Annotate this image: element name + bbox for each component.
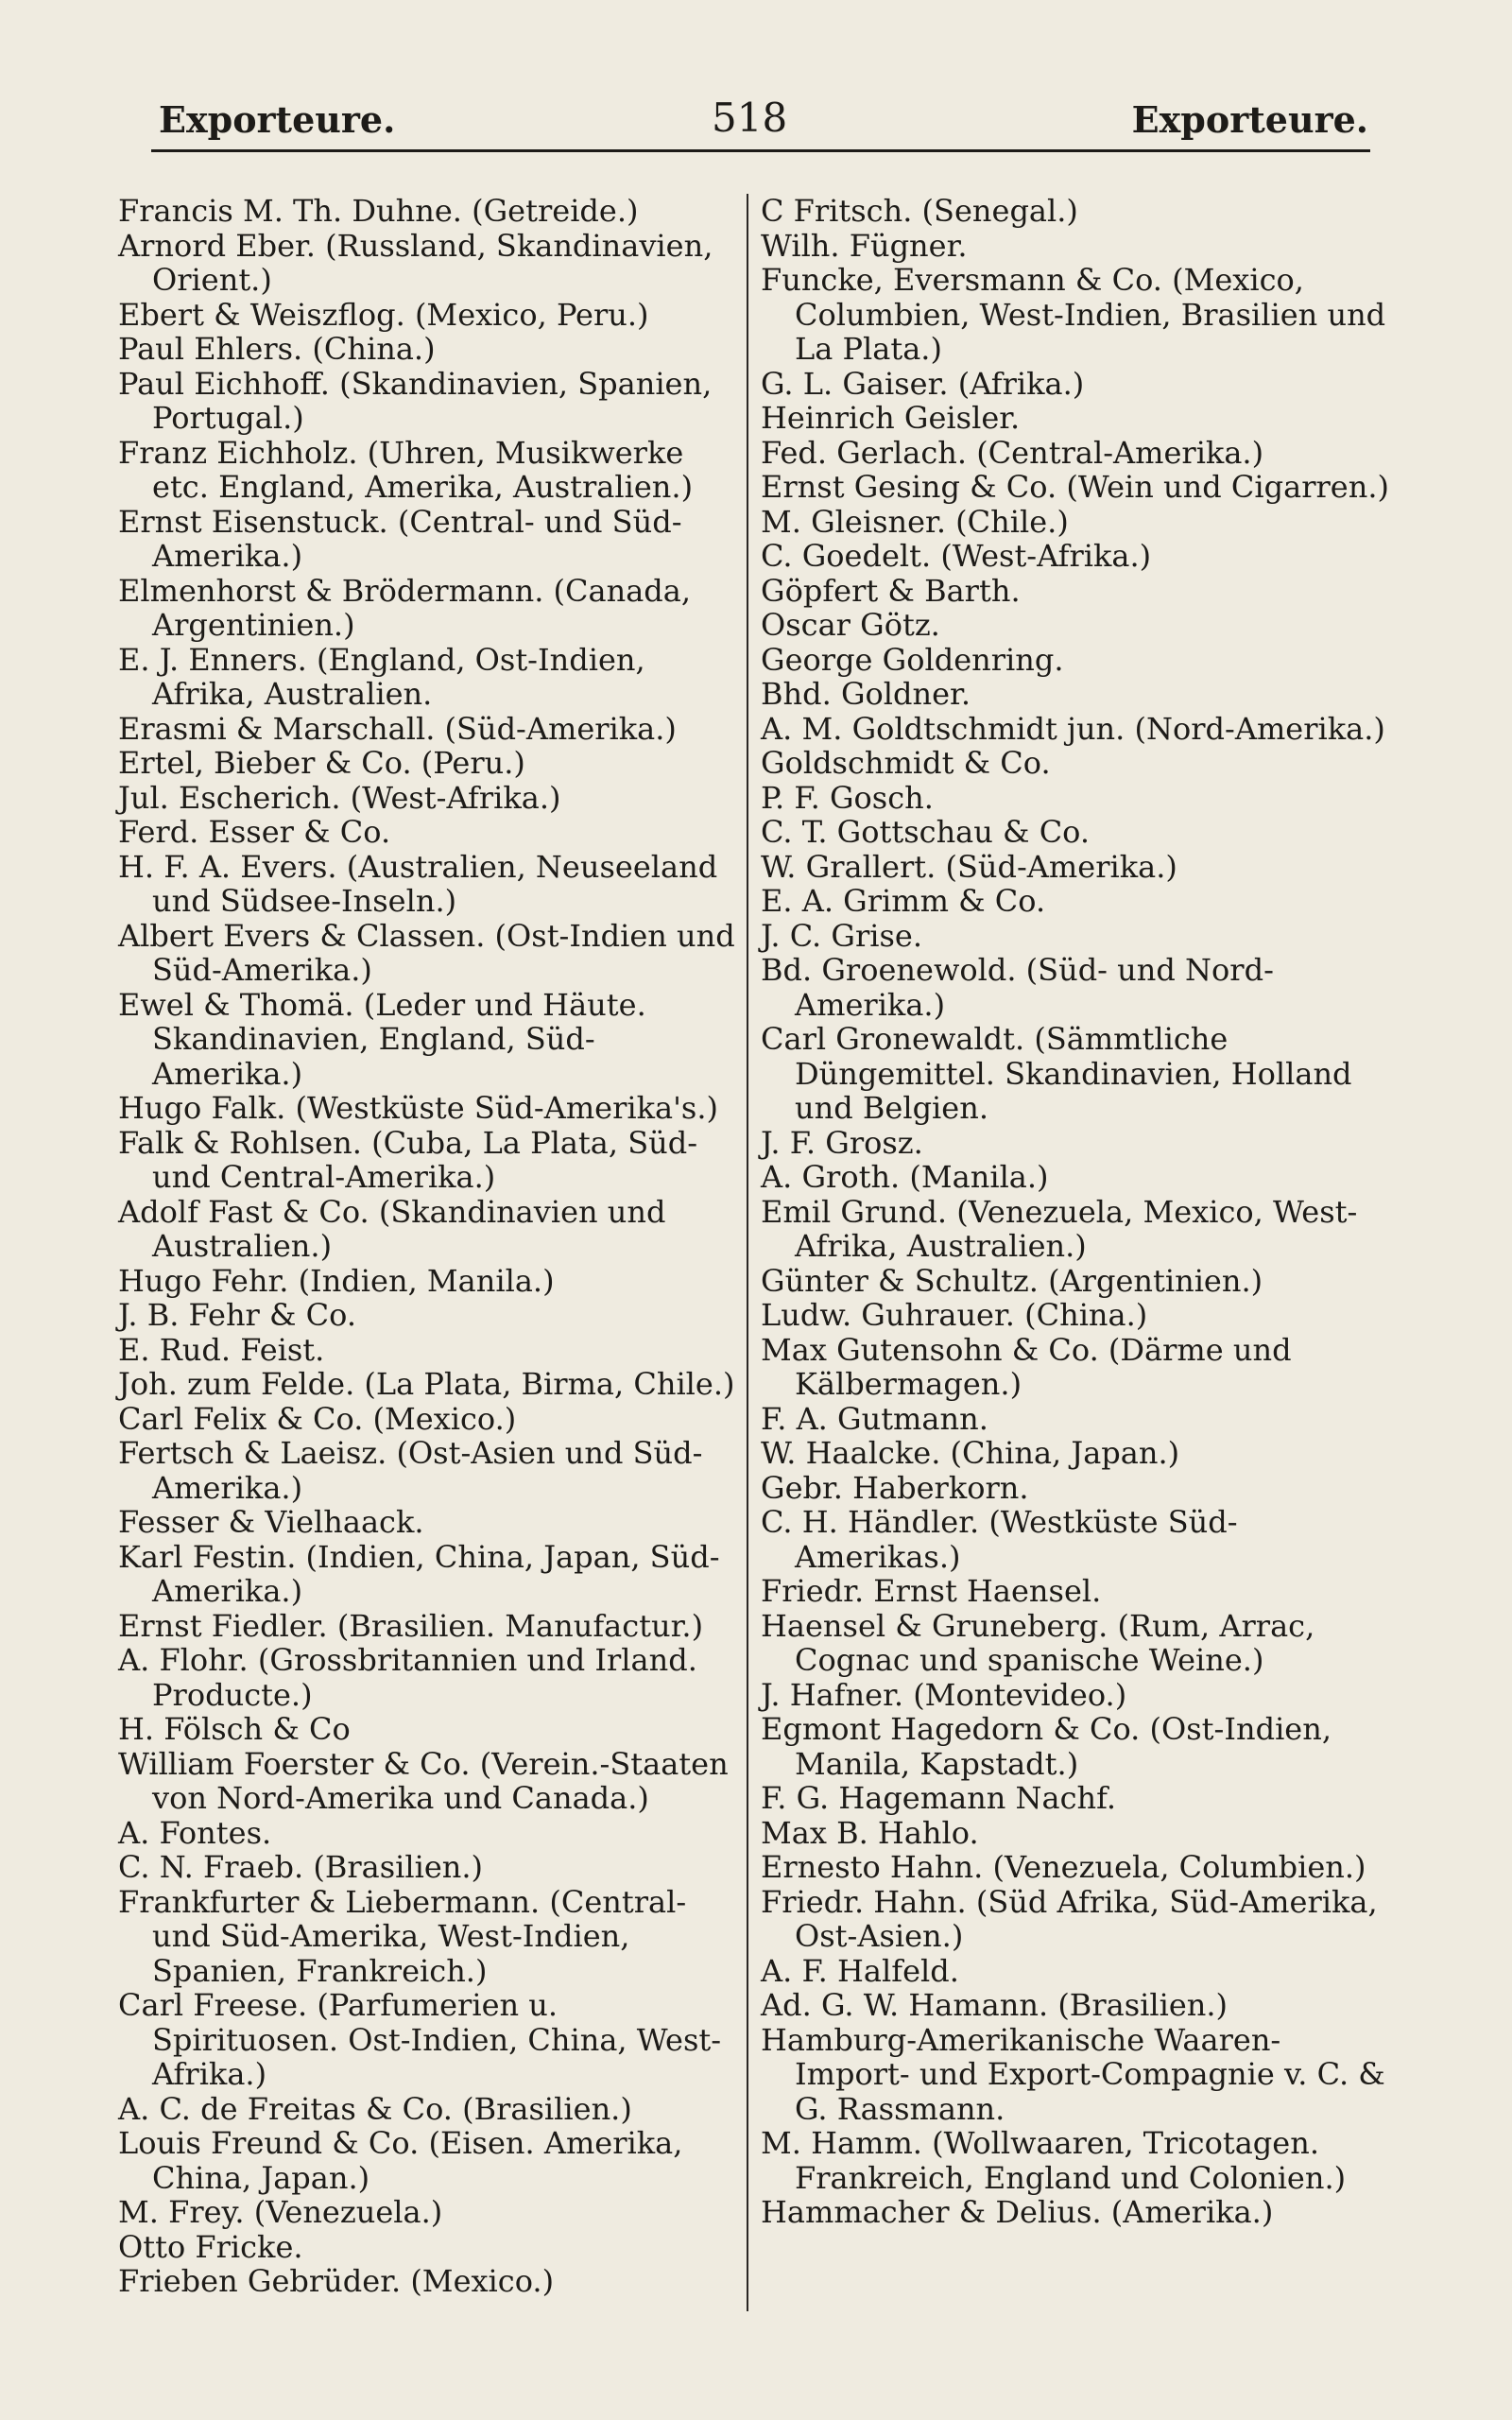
- directory-entry: A. M. Goldtschmidt jun. (Nord-Amerika.): [761, 710, 1385, 747]
- directory-entry: Ebert & Weiszflog. (Mexico, Peru.): [118, 296, 649, 333]
- directory-entry: C. H. Händler. (Westküste Süd-Amerikas.): [761, 1504, 1238, 1575]
- directory-entry: G. L. Gaiser. (Afrika.): [761, 365, 1085, 402]
- directory-entry: F. A. Gutmann.: [761, 1400, 988, 1437]
- directory-entry: Ernst Eisenstuck. (Central- und Süd-Amerika.): [118, 503, 682, 574]
- directory-entry: Haensel & Gruneberg. (Rum, Arrac, Cognac und spanische Weine.): [761, 1607, 1315, 1678]
- directory-entry: C. Goedelt. (West-Afrika.): [761, 538, 1152, 574]
- directory-entry: Frankfurter & Liebermann. (Central- und Süd-Amerika, West-Indien, Spanien, Frankreich.): [118, 1883, 687, 1989]
- directory-entry: Paul Ehlers. (China.): [118, 331, 436, 367]
- directory-entry: Carl Gronewaldt. (Sämmtliche Düngemittel. Skandinavien, Holland und Belgien.: [761, 1021, 1352, 1126]
- directory-entry: Friedr. Ernst Haensel.: [761, 1573, 1102, 1609]
- directory-entry: Gebr. Haberkorn.: [761, 1469, 1029, 1506]
- directory-entry: H. Fölsch & Co: [118, 1711, 351, 1747]
- directory-entry: Ferd. Esser & Co.: [118, 814, 391, 850]
- directory-entry: P. F. Gosch.: [761, 779, 934, 816]
- directory-entry: J. B. Fehr & Co.: [118, 1297, 357, 1333]
- directory-entry: Frieben Gebrüder. (Mexico.): [118, 2263, 555, 2299]
- directory-entry: Hamburg-Amerikanische Waaren-Import- und Export-Compagnie v. C. & G. Rassmann.: [761, 2021, 1385, 2127]
- column-divider: [747, 194, 748, 2311]
- directory-entry: Fesser & Vielhaack.: [118, 1504, 424, 1540]
- directory-entry: Erasmi & Marschall. (Süd-Amerika.): [118, 710, 677, 747]
- directory-entry: Franz Eichholz. (Uhren, Musikwerke etc. England, Amerika, Australien.): [118, 434, 694, 505]
- directory-entry: M. Hamm. (Wollwaaren, Tricotagen. Frankreich, England und Colonien.): [761, 2125, 1347, 2196]
- directory-entry: A. C. de Freitas & Co. (Brasilien.): [118, 2090, 632, 2127]
- header-rule: [151, 149, 1370, 152]
- directory-entry: Albert Evers & Classen. (Ost-Indien und Süd-Amerika.): [118, 917, 735, 988]
- directory-entry: Heinrich Geisler.: [761, 400, 1021, 436]
- directory-entry: Hugo Fehr. (Indien, Manila.): [118, 1262, 555, 1299]
- directory-entry: M. Gleisner. (Chile.): [761, 503, 1069, 540]
- header-right-title: Exporteure.: [1131, 98, 1368, 141]
- directory-entry: E. J. Enners. (England, Ost-Indien, Afrika, Australien.: [118, 641, 645, 712]
- directory-entry: F. G. Hagemann Nachf.: [761, 1780, 1117, 1816]
- directory-entry: E. A. Grimm & Co.: [761, 883, 1046, 919]
- directory-entry: C. N. Fraeb. (Brasilien.): [118, 1849, 484, 1885]
- directory-entry: A. Groth. (Manila.): [761, 1159, 1049, 1195]
- directory-entry: Elmenhorst & Brödermann. (Canada, Argentinien.): [118, 572, 692, 643]
- directory-entry: Hugo Falk. (Westküste Süd-Amerika's.): [118, 1090, 718, 1126]
- directory-entry: Arnord Eber. (Russland, Skandinavien, Orient.): [118, 227, 713, 298]
- page-header: [159, 95, 1368, 151]
- directory-entry: Otto Fricke.: [118, 2228, 303, 2265]
- directory-entry: J. Hafner. (Montevideo.): [761, 1676, 1127, 1713]
- directory-entry: Fed. Gerlach. (Central-Amerika.): [761, 434, 1264, 471]
- directory-entry: J. C. Grise.: [761, 917, 922, 954]
- directory-entry: Louis Freund & Co. (Eisen. Amerika, China, Japan.): [118, 2125, 683, 2196]
- directory-entry: M. Frey. (Venezuela.): [118, 2194, 443, 2230]
- directory-entry: Jul. Escherich. (West-Afrika.): [118, 779, 561, 816]
- directory-entry: Wilh. Fügner.: [761, 227, 968, 264]
- directory-entry: Karl Festin. (Indien, China, Japan, Süd-Amerika.): [118, 1538, 720, 1609]
- directory-entry: J. F. Grosz.: [761, 1124, 923, 1161]
- directory-entry: Bhd. Goldner.: [761, 676, 971, 712]
- directory-entry: Ernesto Hahn. (Venezuela, Columbien.): [761, 1849, 1366, 1885]
- directory-entry: Paul Eichhoff. (Skandinavien, Spanien, Portugal.): [118, 365, 713, 436]
- header-left-title: Exporteure.: [159, 98, 396, 141]
- directory-entry: William Foerster & Co. (Verein.-Staaten von Nord-Amerika und Canada.): [118, 1745, 729, 1816]
- directory-entry: Friedr. Hahn. (Süd Afrika, Süd-Amerika, Ost-Asien.): [761, 1883, 1378, 1954]
- directory-entry: H. F. A. Evers. (Australien, Neuseeland und Südsee-Inseln.): [118, 848, 718, 919]
- directory-entry: Carl Freese. (Parfumerien u. Spirituosen. Ost-Indien, China, West-Afrika.): [118, 1987, 722, 2092]
- directory-entry: George Goldenring.: [761, 641, 1064, 678]
- directory-entry: Göpfert & Barth.: [761, 572, 1021, 609]
- directory-entry: Adolf Fast & Co. (Skandinavien und Australien.): [118, 1193, 666, 1264]
- directory-entry: Günter & Schultz. (Argentinien.): [761, 1262, 1263, 1299]
- directory-entry: Fertsch & Laeisz. (Ost-Asien und Süd-Amerika.): [118, 1435, 703, 1506]
- directory-entry: Francis M. Th. Duhne. (Getreide.): [118, 193, 639, 229]
- page-number: 518: [712, 95, 788, 141]
- directory-entry: A. F. Halfeld.: [761, 1952, 959, 1989]
- directory-entry: Joh. zum Felde. (La Plata, Birma, Chile.): [118, 1366, 735, 1402]
- directory-entry: W. Haalcke. (China, Japan.): [761, 1435, 1180, 1471]
- left-column: [118, 194, 742, 2299]
- directory-entry: Ernst Gesing & Co. (Wein und Cigarren.): [761, 469, 1389, 505]
- directory-entry: E. Rud. Feist.: [118, 1331, 325, 1368]
- right-column: [761, 194, 1389, 2230]
- directory-entry: Ewel & Thomä. (Leder und Häute. Skandinavien, England, Süd-Amerika.): [118, 986, 646, 1092]
- directory-entry: Falk & Rohlsen. (Cuba, La Plata, Süd- und Central-Amerika.): [118, 1124, 698, 1195]
- directory-entry: Max Gutensohn & Co. (Därme und Kälbermagen.): [761, 1331, 1292, 1402]
- directory-entry: W. Grallert. (Süd-Amerika.): [761, 848, 1177, 885]
- directory-entry: Egmont Hagedorn & Co. (Ost-Indien, Manila, Kapstadt.): [761, 1711, 1332, 1782]
- directory-entry: Hammacher & Delius. (Amerika.): [761, 2194, 1274, 2230]
- directory-entry: Goldschmidt & Co.: [761, 745, 1051, 781]
- directory-entry: A. Flohr. (Grossbritannien und Irland. Producte.): [118, 1642, 697, 1713]
- directory-entry: Emil Grund. (Venezuela, Mexico, West-Afrika, Australien.): [761, 1193, 1358, 1264]
- directory-entry: A. Fontes.: [118, 1814, 272, 1851]
- directory-entry: Bd. Groenewold. (Süd- und Nord-Amerika.): [761, 952, 1274, 1023]
- directory-entry: Max B. Hahlo.: [761, 1814, 979, 1851]
- directory-entry: Funcke, Eversmann & Co. (Mexico, Columbien, West-Indien, Brasilien und La Plata.): [761, 262, 1386, 367]
- directory-entry: Ernst Fiedler. (Brasilien. Manufactur.): [118, 1607, 704, 1644]
- directory-entry: Ertel, Bieber & Co. (Peru.): [118, 745, 525, 781]
- directory-entry: Ad. G. W. Hamann. (Brasilien.): [761, 1987, 1228, 2023]
- directory-entry: C. T. Gottschau & Co.: [761, 814, 1091, 850]
- directory-entry: Carl Felix & Co. (Mexico.): [118, 1400, 517, 1437]
- directory-entry: C Fritsch. (Senegal.): [761, 193, 1078, 229]
- directory-entry: Oscar Götz.: [761, 607, 940, 643]
- directory-entry: Ludw. Guhrauer. (China.): [761, 1297, 1148, 1333]
